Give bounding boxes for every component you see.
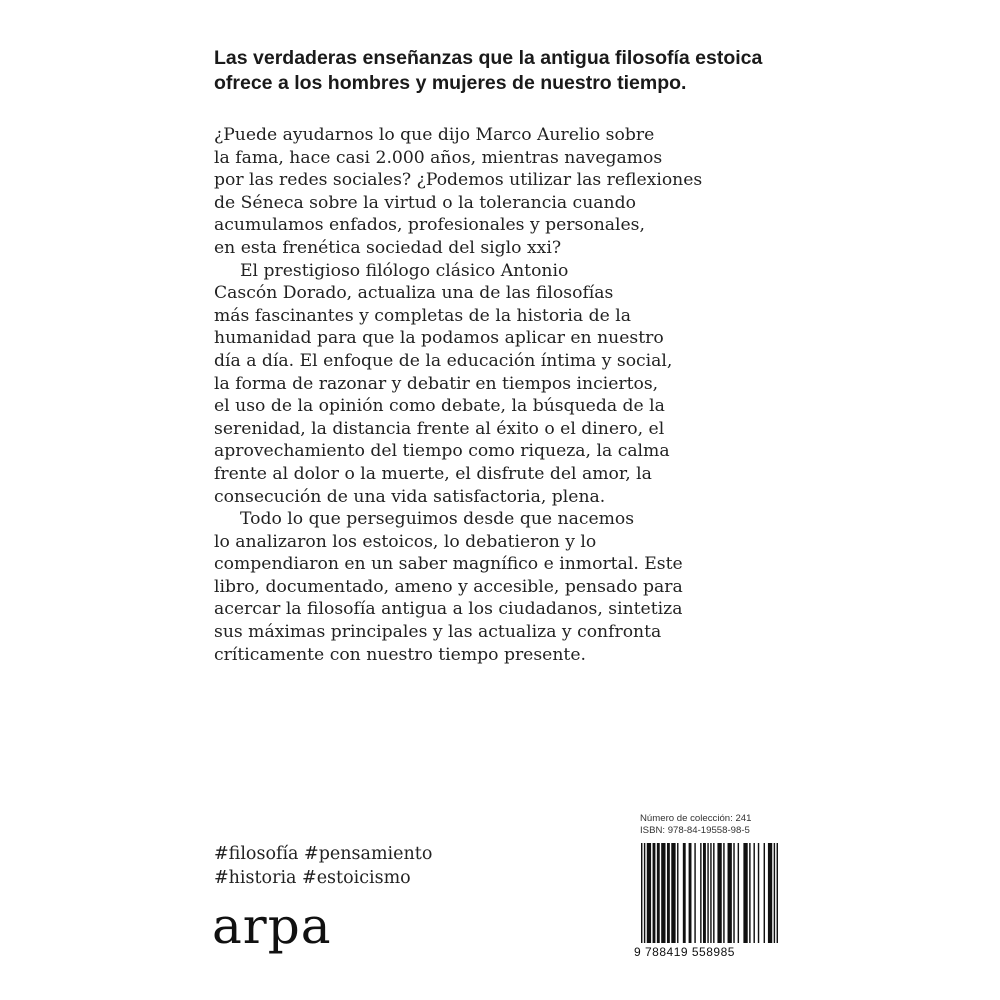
barcode-bars [632,843,782,949]
barcode-bar [707,843,708,943]
blurb-line: día a día. El enfoque de la educación íntima y social, [214,350,673,371]
barcode-bar [657,843,660,943]
hashtags [214,842,432,890]
barcode-first-digit: 9 [634,945,642,959]
isbn-number: ISBN: 978-84-19558-98-5 [640,825,750,836]
barcode-bar [733,843,734,943]
blurb-line: frente al dolor o la muerte, el disfrute del amor, la [214,463,652,484]
barcode-bar [671,843,675,943]
barcode-bar [743,843,747,943]
barcode-bar [728,843,732,943]
barcode-bar [764,843,765,943]
barcode-bar [723,843,724,943]
blurb-line: por las redes sociales? ¿Podemos utilizar las reflexiones [214,170,703,191]
barcode-bar [768,843,772,943]
blurb-paragraph-1 [214,124,814,260]
blurb-line: más fascinantes y completas de la historia de la [214,305,631,326]
blurb-line: acumulamos enfados, profesionales y personales, [214,215,645,236]
blurb-line: aprovechamiento del tiempo como riqueza, la calma [214,441,670,462]
barcode-bar [677,843,678,943]
blurb-paragraph-2 [214,260,814,509]
barcode-bar [683,843,686,943]
blurb-line: en esta frenética sociedad del siglo xxi? [214,237,562,258]
blurb-line: humanidad para que la podamos aplicar en nuestro [214,328,664,349]
blurb-line: el uso de la opinión como debate, la búsqueda de la [214,396,665,417]
barcode-bar [647,843,651,943]
barcode-bar [644,843,645,943]
blurb-line: libro, documentado, ameno y accesible, pensado para [214,576,683,597]
blurb-line: Cascón Dorado, actualiza una de las filosofías [214,283,614,304]
blurb [214,124,814,666]
blurb-paragraph-3 [214,508,814,666]
isbn-barcode [632,813,782,965]
barcode-bar [641,843,642,943]
barcode-bar [717,843,721,943]
blurb-line: de Séneca sobre la virtud o la tolerancia cuando [214,192,636,213]
barcode-bar [653,843,656,943]
blurb-line: la fama, hace casi 2.000 años, mientras navegamos [214,147,663,168]
barcode-bar [758,843,759,943]
blurb-line: serenidad, la distancia frente al éxito o el dinero, el [214,418,665,439]
hashtag-line: #historia #estoicismo [214,868,411,888]
blurb-line: Todo lo que perseguimos desde que nacemos [240,509,635,530]
headline: Las verdaderas enseñanzas que la antigua filosofía estoica ofrece a los hombres y mujeres de nuestro tiempo. [214,47,763,94]
barcode-bar [694,843,695,943]
barcode-bar [700,843,701,943]
barcode-bar [703,843,706,943]
barcode-bar [774,843,775,943]
barcode-bar [713,843,714,943]
blurb-line: sus máximas principales y las actualiza y confronta [214,622,662,643]
barcode-bar [749,843,750,943]
barcode-bar [753,843,754,943]
blurb-line: consecución de una vida satisfactoria, plena. [214,486,606,507]
blurb-line: compendiaron en un saber magnífico e inmortal. Este [214,554,683,575]
blurb-line: la forma de razonar y debatir en tiempos inciertos, [214,373,659,394]
blurb-line: lo analizaron los estoicos, lo debatieron y lo [214,531,597,552]
barcode-digits-rest: 788419 558985 [645,945,735,959]
barcode-bar [661,843,665,943]
blurb-line: acercar la filosofía antigua a los ciudadanos, sintetiza [214,599,683,620]
barcode-bar [689,843,692,943]
blurb-line: críticamente con nuestro tiempo presente. [214,644,586,665]
barcode-bar [777,843,778,943]
blurb-line: ¿Puede ayudarnos lo que dijo Marco Aurelio sobre [214,125,655,145]
publisher-logo: arpa [212,897,332,955]
barcode-bar [738,843,739,943]
blurb-line: El prestigioso filólogo clásico Antonio [240,260,569,281]
barcode-bar [667,843,670,943]
hashtag-line: #filosofía #pensamiento [214,844,433,864]
barcode-bar [710,843,711,943]
collection-number: Número de colección: 241 [640,813,752,824]
